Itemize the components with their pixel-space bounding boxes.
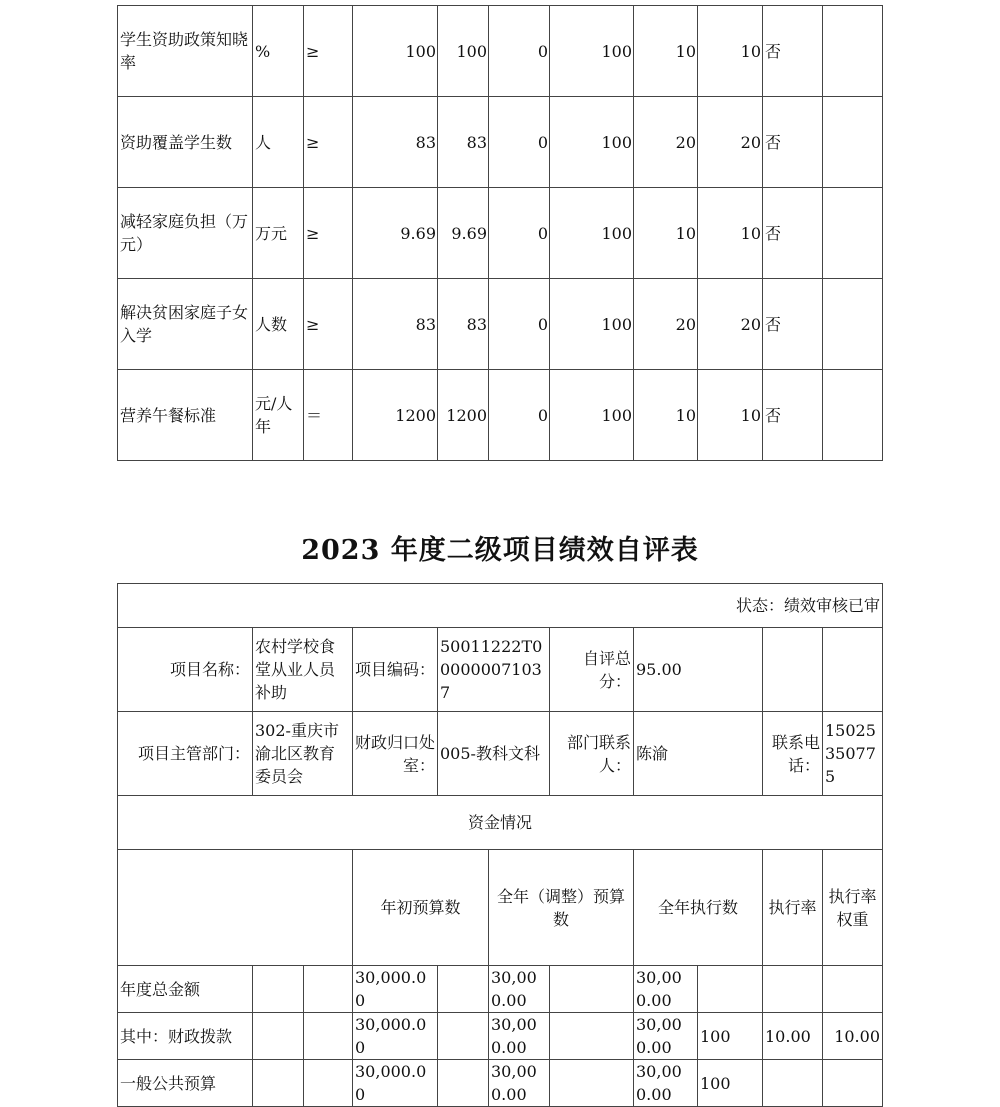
indicator-actual: 83: [438, 97, 489, 188]
indicator-target: 83: [353, 97, 438, 188]
office-label: 财政归口处室：: [353, 712, 438, 796]
table-row: [118, 188, 883, 279]
empty-cell: [763, 628, 823, 712]
indicator-name: 减轻家庭负担（万元）: [118, 188, 253, 279]
table-row: [118, 97, 883, 188]
indicator-weight: 20: [634, 97, 698, 188]
exec-weight: [763, 966, 823, 1013]
funds-header-row: [118, 850, 883, 966]
table-row: [118, 6, 883, 97]
indicator-name: 解决贫困家庭子女入学: [118, 279, 253, 370]
indicator-unit: 元/人年: [253, 370, 304, 461]
indicator-unit: 人数: [253, 279, 304, 370]
indicator-target: 83: [353, 279, 438, 370]
indicator-score: 10: [698, 370, 763, 461]
indicator-unit: 万元: [253, 188, 304, 279]
indicator-note: [823, 279, 883, 370]
indicator-score: 10: [698, 188, 763, 279]
empty-cell: [550, 966, 634, 1013]
status-row: [118, 584, 883, 628]
fund-row-label: 年度总金额: [118, 966, 253, 1013]
indicator-deviation: 0: [489, 6, 550, 97]
office-value: 005-教科文科: [438, 712, 550, 796]
empty-cell: [118, 850, 353, 966]
empty-cell: [304, 966, 353, 1013]
indicator-flag: 否: [763, 6, 823, 97]
indicator-actual: 83: [438, 279, 489, 370]
adjusted-budget-header: 全年（调整）预算数: [489, 850, 634, 966]
indicator-actual: 9.69: [438, 188, 489, 279]
table-row: [118, 279, 883, 370]
exec-weight: 10.00: [763, 1013, 823, 1060]
indicator-rate: 100: [550, 6, 634, 97]
indicator-actual: 1200: [438, 370, 489, 461]
indicator-name: 营养午餐标准: [118, 370, 253, 461]
funds-section-label: 资金情况: [118, 796, 883, 850]
fund-row-label: 其中：财政拨款: [118, 1013, 253, 1060]
indicator-score: 20: [698, 279, 763, 370]
table-row: [118, 1060, 883, 1107]
department-info-row: [118, 712, 883, 796]
executed-amount: 30,000.00: [634, 1060, 698, 1107]
exec-weight: [763, 1060, 823, 1107]
indicator-target: 100: [353, 6, 438, 97]
exec-rate: 100: [698, 1013, 763, 1060]
exec-rate: [698, 966, 763, 1013]
empty-cell: [253, 1060, 304, 1107]
indicator-name: 资助覆盖学生数: [118, 97, 253, 188]
indicator-deviation: 0: [489, 97, 550, 188]
adjusted-amount: 30,000.00: [489, 1013, 550, 1060]
empty-cell: [253, 1013, 304, 1060]
indicator-operator: ≥: [304, 188, 353, 279]
contact-label: 部门联系人：: [550, 712, 634, 796]
project-code-label: 项目编码：: [353, 628, 438, 712]
indicator-operator: ≥: [304, 279, 353, 370]
table-row: [118, 370, 883, 461]
phone-label: 联系电话：: [763, 712, 823, 796]
indicator-note: [823, 188, 883, 279]
indicator-flag: 否: [763, 370, 823, 461]
indicator-deviation: 0: [489, 279, 550, 370]
empty-cell: [438, 966, 489, 1013]
adjusted-amount: 30,000.00: [489, 1060, 550, 1107]
initial-amount: 30,000.00: [353, 1060, 438, 1107]
indicator-operator: ≥: [304, 97, 353, 188]
indicator-score: 10: [698, 6, 763, 97]
executed-amount: 30,000.00: [634, 966, 698, 1013]
exec-score: [823, 1060, 883, 1107]
indicator-score: 20: [698, 97, 763, 188]
initial-amount: 30,000.00: [353, 1013, 438, 1060]
status-text: 状态：绩效审核已审: [118, 584, 883, 628]
contact-value: 陈渝: [634, 712, 763, 796]
indicator-deviation: 0: [489, 370, 550, 461]
indicator-rate: 100: [550, 188, 634, 279]
empty-cell: [304, 1013, 353, 1060]
dept-value: 302-重庆市渝北区教育委员会: [253, 712, 353, 796]
page-title: 2023 年度二级项目绩效自评表: [301, 535, 699, 566]
indicator-note: [823, 97, 883, 188]
empty-cell: [304, 1060, 353, 1107]
indicator-rate: 100: [550, 97, 634, 188]
indicator-deviation: 0: [489, 188, 550, 279]
indicator-rate: 100: [550, 279, 634, 370]
indicator-name: 学生资助政策知晓率: [118, 6, 253, 97]
exec-rate: 100: [698, 1060, 763, 1107]
self-score-label: 自评总分：: [550, 628, 634, 712]
indicator-weight: 10: [634, 188, 698, 279]
empty-cell: [253, 966, 304, 1013]
table-row: [118, 1013, 883, 1060]
project-code-value: 50011222T000000071037: [438, 628, 550, 712]
indicator-note: [823, 370, 883, 461]
indicator-note: [823, 6, 883, 97]
indicator-target: 9.69: [353, 188, 438, 279]
project-name-label: 项目名称：: [118, 628, 253, 712]
phone-value: 15025350775: [823, 712, 883, 796]
executed-amount: 30,000.00: [634, 1013, 698, 1060]
initial-budget-header: 年初预算数: [353, 850, 489, 966]
exec-weight-header: 执行率权重: [823, 850, 883, 966]
indicator-unit: %: [253, 6, 304, 97]
indicator-weight: 10: [634, 6, 698, 97]
self-evaluation-table: [117, 583, 883, 1107]
exec-score: [823, 966, 883, 1013]
table-row: [118, 966, 883, 1013]
empty-cell: [438, 1060, 489, 1107]
indicator-table: [117, 5, 883, 461]
funds-section-row: [118, 796, 883, 850]
empty-cell: [438, 1013, 489, 1060]
project-name-value: 农村学校食堂从业人员补助: [253, 628, 353, 712]
indicator-operator: ≥: [304, 6, 353, 97]
self-score-value: 95.00: [634, 628, 763, 712]
empty-cell: [823, 628, 883, 712]
exec-rate-header: 执行率: [763, 850, 823, 966]
indicator-rate: 100: [550, 370, 634, 461]
indicator-weight: 20: [634, 279, 698, 370]
adjusted-amount: 30,000.00: [489, 966, 550, 1013]
indicator-flag: 否: [763, 97, 823, 188]
empty-cell: [550, 1060, 634, 1107]
indicator-flag: 否: [763, 188, 823, 279]
empty-cell: [550, 1013, 634, 1060]
dept-label: 项目主管部门：: [118, 712, 253, 796]
indicator-operator: ＝: [304, 370, 353, 461]
indicator-actual: 100: [438, 6, 489, 97]
indicator-weight: 10: [634, 370, 698, 461]
indicator-flag: 否: [763, 279, 823, 370]
project-info-row: [118, 628, 883, 712]
indicator-unit: 人: [253, 97, 304, 188]
fund-row-label: 一般公共预算: [118, 1060, 253, 1107]
executed-header: 全年执行数: [634, 850, 763, 966]
indicator-target: 1200: [353, 370, 438, 461]
initial-amount: 30,000.00: [353, 966, 438, 1013]
exec-score: 10.00: [823, 1013, 883, 1060]
